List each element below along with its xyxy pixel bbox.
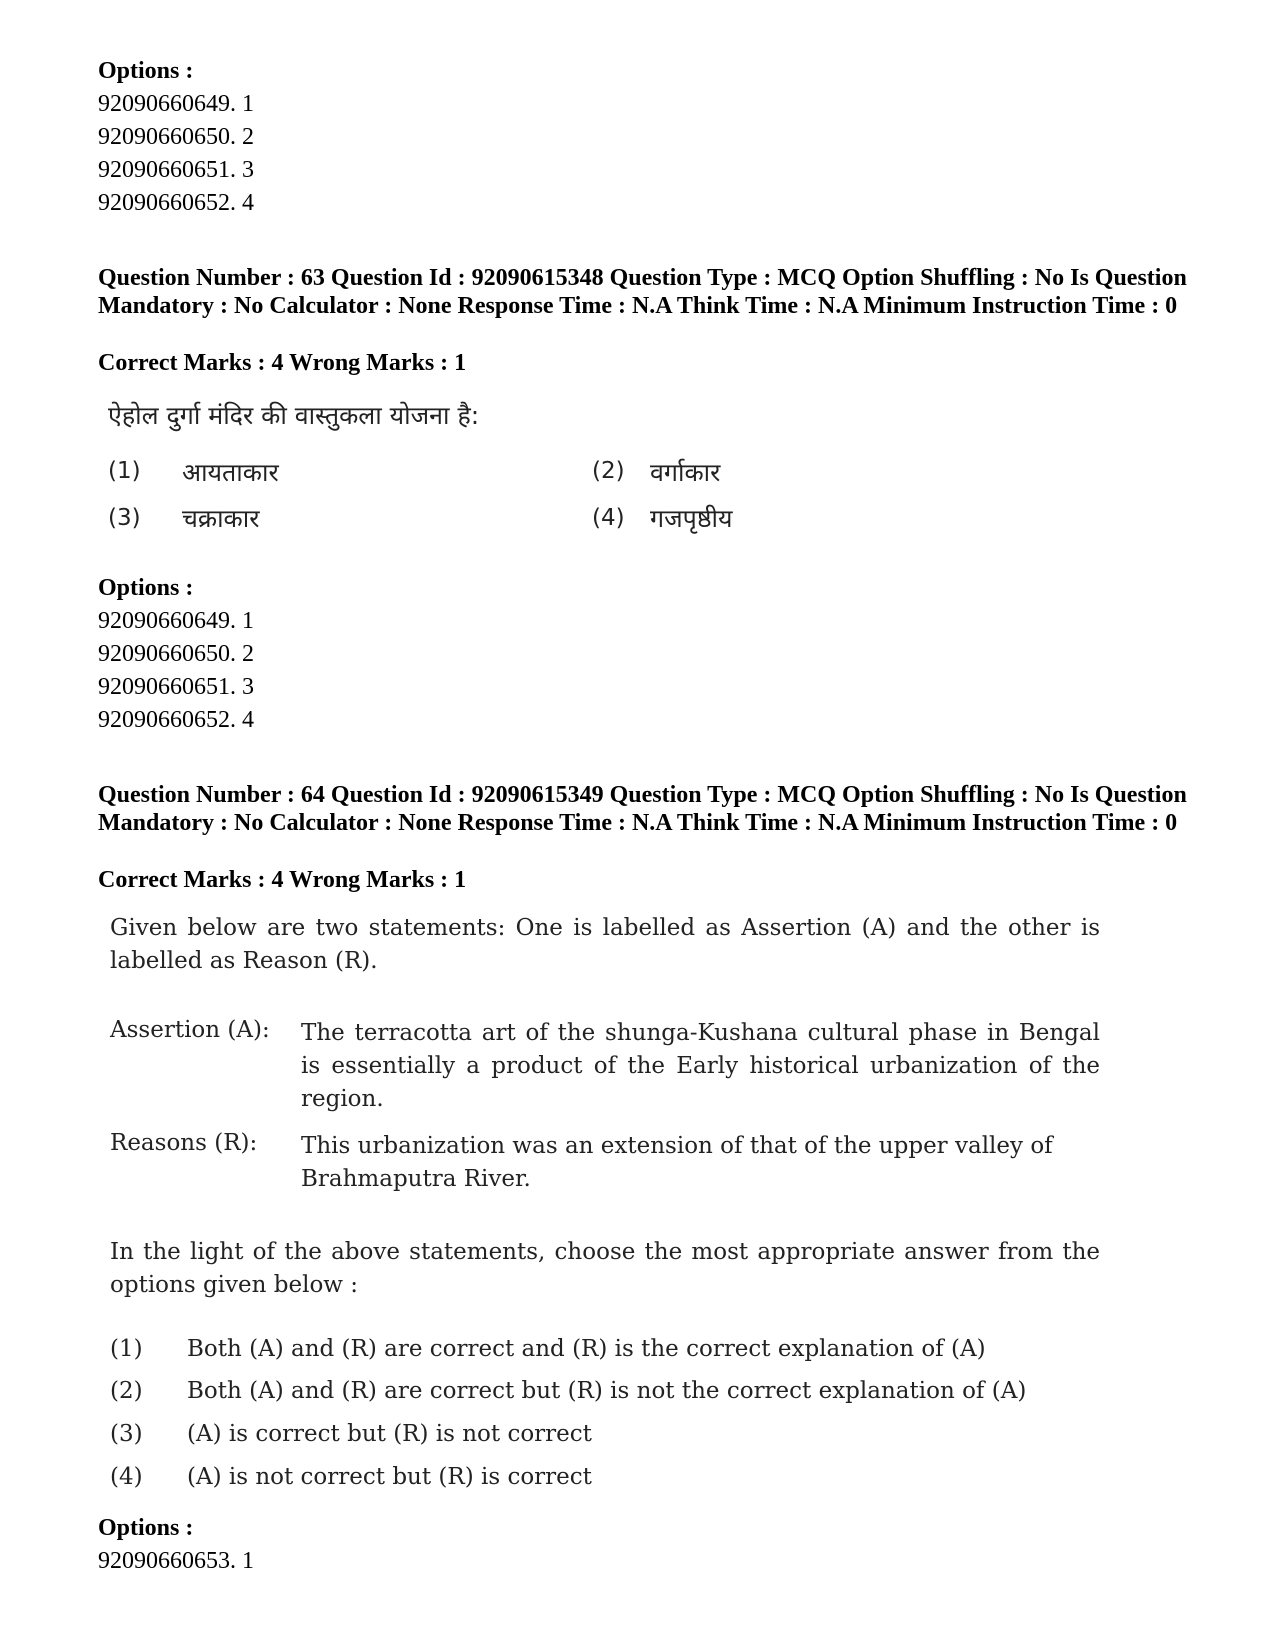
choice-text: (A) is not correct but (R) is correct: [187, 1464, 592, 1490]
option-line: 92090660650. 2: [98, 124, 254, 150]
choice-text: (A) is correct but (R) is not correct: [187, 1421, 592, 1447]
choice-text: गजपृष्ठीय: [650, 504, 733, 533]
choice-text: Both (A) and (R) are correct but (R) is not the correct explanation of (A): [187, 1378, 1027, 1404]
option-line: 92090660651. 3: [98, 157, 254, 183]
question-64-header: Question Number : 64 Question Id : 92090615349 Question Type : MCQ Option Shuffling : No Is Question Mandatory : No Calculator : None Response Time : N.A Think Time : N.A Minimum Instruction Time : 0: [98, 782, 1187, 836]
assertion-text: The terracotta art of the shunga-Kushana cultural phase in Bengal is essentially a product of the Early historical urbanization of the region.: [301, 1020, 1100, 1112]
choice-text: आयताकार: [182, 458, 279, 487]
options-title: Options :: [98, 58, 194, 84]
choice-number: (1): [108, 458, 141, 484]
option-line: 92090660653. 1: [98, 1548, 254, 1574]
choice-number: (3): [110, 1421, 143, 1447]
choice-number: (1): [110, 1336, 143, 1362]
options-title: Options :: [98, 1515, 194, 1541]
question-63-marks: Correct Marks : 4 Wrong Marks : 1: [98, 350, 467, 376]
option-line: 92090660652. 4: [98, 707, 254, 733]
option-line: 92090660649. 1: [98, 91, 254, 117]
options-title: Options :: [98, 575, 194, 601]
question-63-header: Question Number : 63 Question Id : 92090615348 Question Type : MCQ Option Shuffling : No Is Question Mandatory : No Calculator : None Response Time : N.A Think Time : N.A Minimum Instruction Time : 0: [98, 265, 1187, 319]
question-63-text: ऐहोल दुर्गा मंदिर की वास्तुकला योजना है:: [108, 401, 480, 430]
choice-text: चक्राकार: [182, 504, 260, 533]
reason-text: This urbanization was an extension of that of the upper valley of Brahmaputra River.: [301, 1133, 1053, 1192]
question-64-intro: Given below are two statements: One is labelled as Assertion (A) and the other is labelled as Reason (R).: [110, 915, 1100, 974]
choice-text: Both (A) and (R) are correct and (R) is the correct explanation of (A): [187, 1336, 986, 1362]
assertion-label: Assertion (A):: [110, 1017, 270, 1043]
choice-number: (4): [110, 1464, 143, 1490]
option-line: 92090660650. 2: [98, 641, 254, 667]
option-line: 92090660652. 4: [98, 190, 254, 216]
question-64-marks: Correct Marks : 4 Wrong Marks : 1: [98, 867, 467, 893]
option-line: 92090660649. 1: [98, 608, 254, 634]
choice-number: (2): [592, 458, 625, 484]
choice-number: (3): [108, 505, 141, 531]
choice-number: (2): [110, 1378, 143, 1404]
choice-number: (4): [592, 505, 625, 531]
option-line: 92090660651. 3: [98, 674, 254, 700]
reason-label: Reasons (R):: [110, 1130, 258, 1156]
choice-text: वर्गाकार: [650, 458, 721, 487]
question-64-prompt: In the light of the above statements, choose the most appropriate answer from the options given below :: [110, 1239, 1100, 1298]
